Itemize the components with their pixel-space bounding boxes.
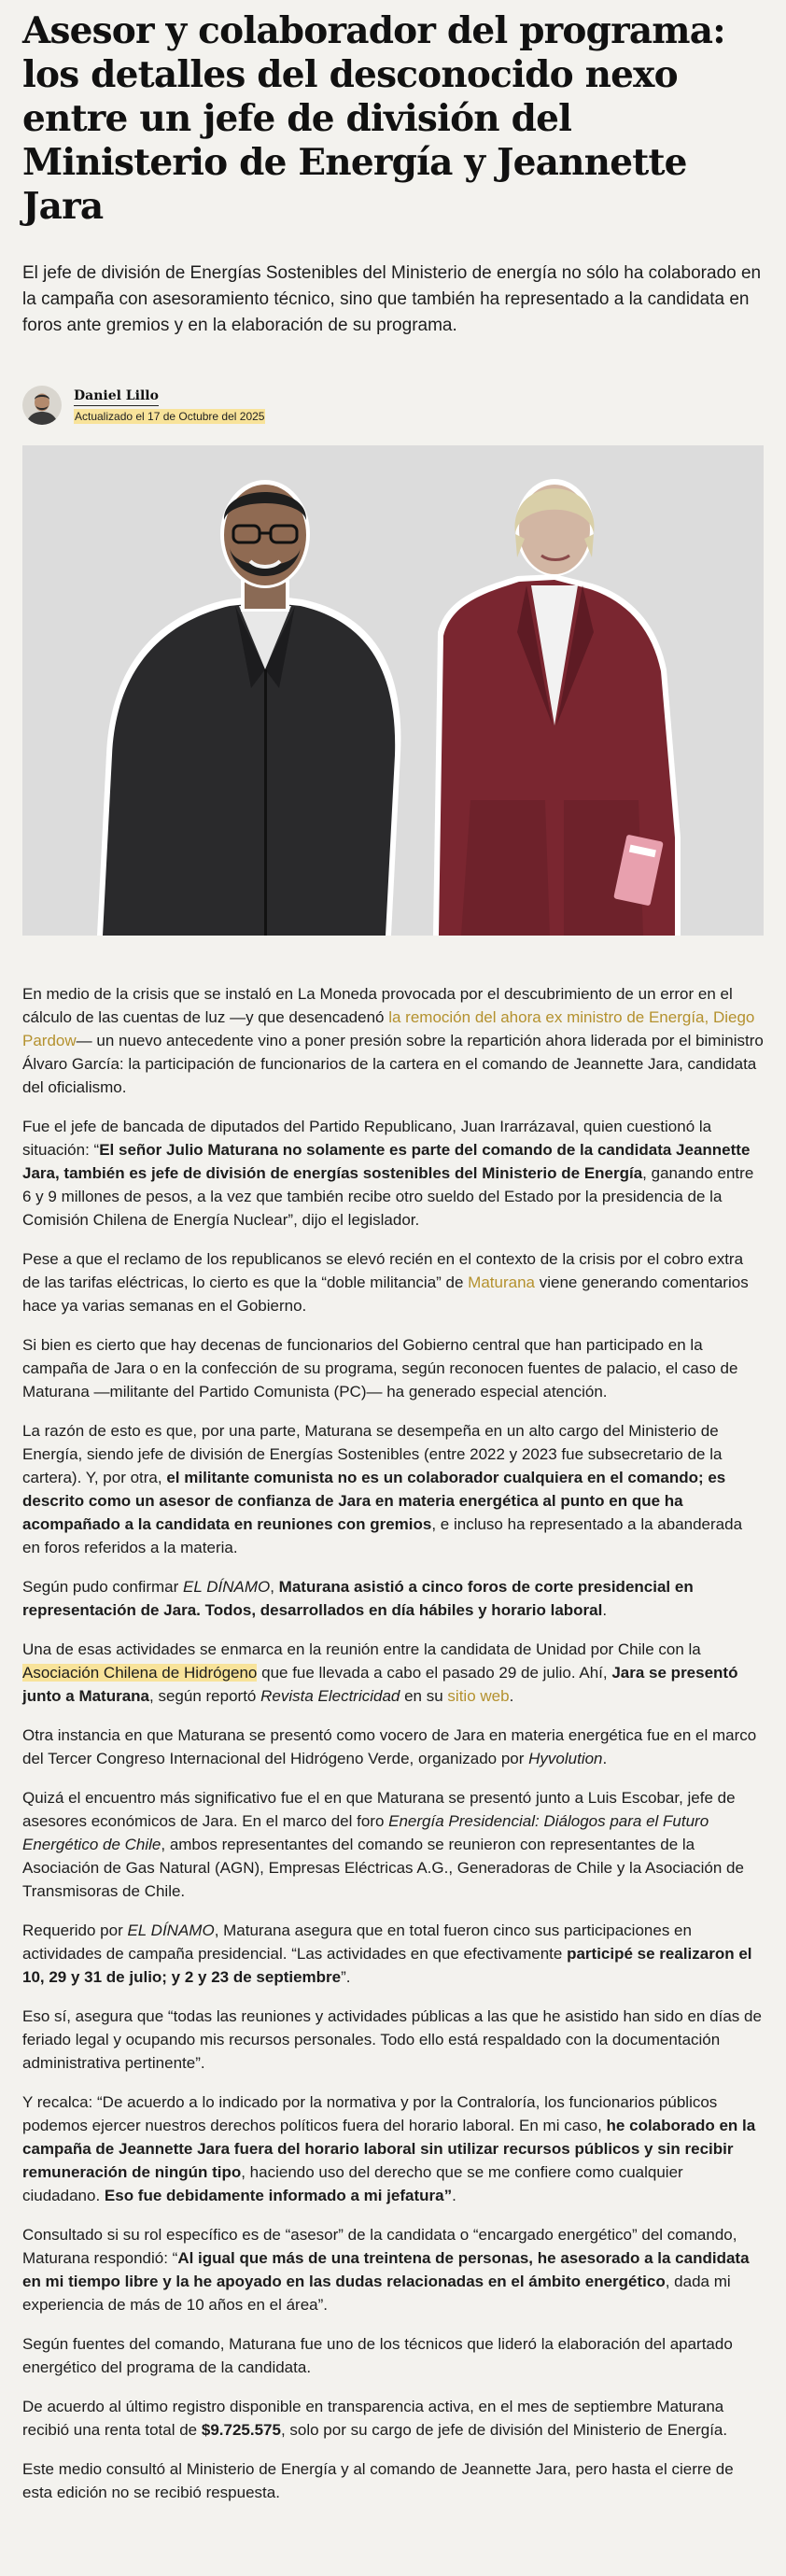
link-sitio-web[interactable]: sitio web	[447, 1687, 510, 1705]
byline	[22, 384, 764, 427]
paragraph-11: Eso sí, asegura que “todas las reuniones y actividades públicas a las que he asistido han sido en días de feriado legal y ocupando mis recursos personales. Todo ello está respaldado con la documentación administrativa pertinente”.	[22, 2007, 762, 2072]
paragraph-5: La razón de esto es que, por una parte, Maturana se desempeña en un alto cargo del Ministerio de Energía, siendo jefe de división de Energías Sostenibles (entre 2022 y 2023 fue subsecretario de la cartera). Y, por otra, el militante comunista no es un colaborador cualquiera en el comando; es descrito como un asesor de confianza de Jara en materia energética al punto en que ha acompañado a la candidata en reuniones con gremios, e incluso ha representado a la abanderada en foros referidos a la materia.	[22, 1422, 743, 1556]
updated-date: Actualizado el 17 de Octubre del 2025	[75, 409, 265, 423]
paragraph-16: Este medio consultó al Ministerio de Energía y al comando de Jeannette Jara, pero hasta el cierre de esta edición no se recibió respuesta.	[22, 2460, 734, 2501]
author-avatar[interactable]	[22, 386, 62, 425]
paragraph-7: Una de esas actividades se enmarca en la reunión entre la candidata de Unidad por Chile con la Asociación Chilena de Hidrógeno que fue llevada a cabo el pasado 29 de julio. Ahí, Jara se presentó junto a Maturana, según reportó Revista Electricidad en su sitio web.	[22, 1640, 738, 1705]
link-asociacion-hidrogeno[interactable]: Asociación Chilena de Hidrógeno	[22, 1664, 258, 1682]
paragraph-8: Otra instancia en que Maturana se presentó como vocero de Jara en materia energética fue en el marco del Tercer Congreso Internacional del Hidrógeno Verde, organizado por Hyvolution.	[22, 1726, 757, 1767]
paragraph-12: Y recalca: “De acuerdo a lo indicado por la normativa y por la Contraloría, los funcionarios públicos podemos ejercer nuestros derechos políticos fuera del horario laboral. En mi caso, he colaborado en la campaña de Jeannette Jara fuera del horario laboral sin utilizar recursos públicos y sin recibir remuneración de ningún tipo, haciendo uso del derecho que se me confiere como cualquier ciudadano. Eso fue debidamente informado a mi jefatura”.	[22, 2093, 756, 2204]
paragraph-14: Según fuentes del comando, Maturana fue uno de los técnicos que lideró la elaboración del apartado energético del programa de la candidata.	[22, 2335, 733, 2376]
hero-image	[22, 445, 764, 936]
article-body	[22, 982, 764, 2504]
paragraph-3: Pese a que el reclamo de los republicanos se elevó recién en el contexto de la crisis por el cobro extra de las tarifas eléctricas, lo cierto es que la “doble militancia” de Maturana viene generando comentarios hace ya varias semanas en el Gobierno.	[22, 1250, 749, 1315]
dek: El jefe de división de Energías Sostenibles del Ministerio de energía no sólo ha colaborado en la campaña con asesoramiento técnico, sino que también ha representado a la candidata en foros ante gremios y en la elaboración de su programa.	[22, 263, 762, 335]
paragraph-6: Según pudo confirmar EL DÍNAMO, Maturana asistió a cinco foros de corte presidencial en representación de Jara. Todos, desarrollados en día hábiles y horario laboral.	[22, 1578, 694, 1619]
paragraph-2: Fue el jefe de bancada de diputados del Partido Republicano, Juan Irarrázaval, quien cuestionó la situación: “El señor Julio Maturana no solamente es parte del comando de la candidata Jeannette Jara, también es jefe de división de energías sostenibles del Ministerio de Energía, ganando entre 6 y 9 millones de pesos, a la vez que también recibe otro sueldo del Estado por la presidencia de la Comisión Chilena de Energía Nuclear”, dijo el legislador.	[22, 1118, 754, 1229]
paragraph-4: Si bien es cierto que hay decenas de funcionarios del Gobierno central que han participado en la campaña de Jara o en la confección de su programa, según reconocen fuentes de palacio, el caso de Maturana —militante del Partido Comunista (PC)— ha generado especial atención.	[22, 1336, 738, 1401]
paragraph-10: Requerido por EL DÍNAMO, Maturana asegura que en total fueron cinco sus participaciones en actividades de campaña presidencial. “Las actividades en que efectivamente participé se realizaron el 10, 29 y 31 de julio; y 2 y 23 de septiembre”.	[22, 1921, 752, 1986]
link-remocion-ministro[interactable]: la remoción del ahora ex ministro de Energía, Diego Pardow	[22, 1008, 755, 1049]
headline: Asesor y colaborador del programa: los detalles del desconocido nexo entre un jefe de división del Ministerio de Energía y Jeannette Jara	[22, 9, 725, 228]
paragraph-1: En medio de la crisis que se instaló en La Moneda provocada por el descubrimiento de un error en el cálculo de las cuentas de luz —y que desencadenó la remoción del ahora ex ministro de Energía, Diego Pardow— un nuevo antecedente vino a poner presión sobre la repartición ahora liderada por el biministro Álvaro García: la participación de funcionarios de la cartera en el comando de Jeannette Jara, candidata del oficialismo.	[22, 985, 764, 1096]
author-name-link[interactable]: Daniel Lillo	[74, 387, 159, 406]
paragraph-9: Quizá el encuentro más significativo fue el en que Maturana se presentó junto a Luis Escobar, jefe de asesores económicos de Jara. En el marco del foro Energía Presidencial: Diálogos para el Futuro Energético de Chile, ambos representantes del comando se reunieron con representantes de la Asociación de Gas Natural (AGN), Empresas Eléctricas A.G., Generadoras de Chile y la Asociación de Transmisoras de Chile.	[22, 1789, 744, 1900]
link-maturana[interactable]: Maturana	[468, 1274, 535, 1291]
paragraph-13: Consultado si su rol específico es de “asesor” de la candidata o “encargado energético” del comando, Maturana respondió: “Al igual que más de una treintena de personas, he asesorado a la candidata en mi tiempo libre y la he apoyado en las dudas relacionadas en el ámbito energético, dada mi experiencia de más de 10 años en el área”.	[22, 2226, 750, 2314]
paragraph-15: De acuerdo al último registro disponible en transparencia activa, en el mes de septiembre Maturana recibió una renta total de $9.725.575, solo por su cargo de jefe de división del Ministerio de Energía.	[22, 2398, 728, 2439]
avatar-image	[22, 386, 62, 425]
